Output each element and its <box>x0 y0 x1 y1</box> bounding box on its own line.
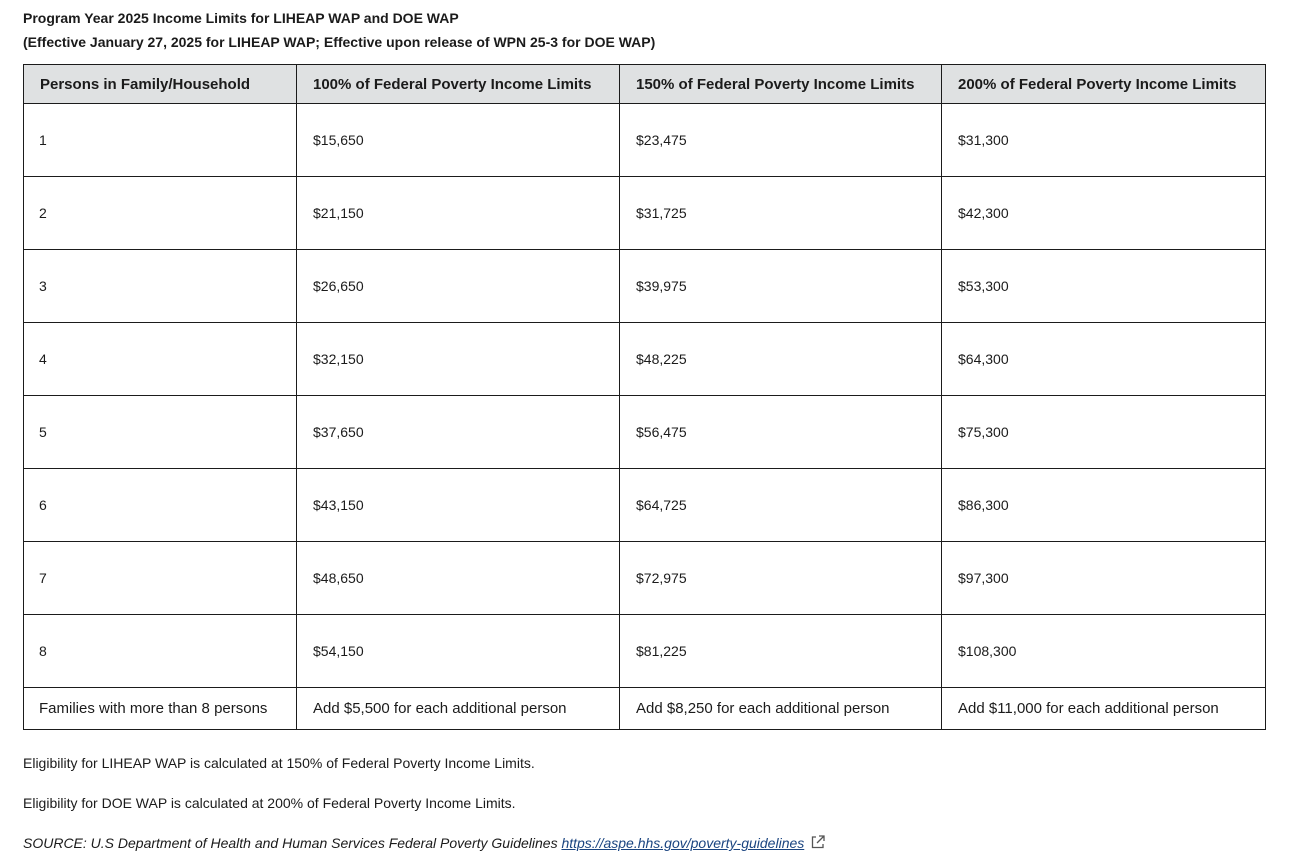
cell-persons: 1 <box>24 104 297 177</box>
cell-200: $97,300 <box>942 542 1266 615</box>
table-row <box>24 542 1266 615</box>
cell-150: $39,975 <box>620 250 942 323</box>
cell-150: $56,475 <box>620 396 942 469</box>
cell-150: $48,225 <box>620 323 942 396</box>
header-200-percent: 200% of Federal Poverty Income Limits <box>942 65 1266 104</box>
table-row <box>24 250 1266 323</box>
header-100-percent: 100% of Federal Poverty Income Limits <box>297 65 620 104</box>
cell-100: $21,150 <box>297 177 620 250</box>
cell-200: $64,300 <box>942 323 1266 396</box>
table-subtitle: (Effective January 27, 2025 for LIHEAP WAP; Effective upon release of WPN 25-3 for DOE WAP) <box>23 34 656 50</box>
cell-200: $86,300 <box>942 469 1266 542</box>
cell-200: $75,300 <box>942 396 1266 469</box>
source-note <box>23 833 1304 853</box>
table-header-row <box>24 65 1266 104</box>
cell-150: Add $8,250 for each additional person <box>620 688 942 730</box>
table-row <box>24 323 1266 396</box>
cell-150: $72,975 <box>620 542 942 615</box>
cell-100: $15,650 <box>297 104 620 177</box>
table-row <box>24 104 1266 177</box>
income-limits-table <box>23 64 1266 730</box>
doe-eligibility-note: Eligibility for DOE WAP is calculated at 200% of Federal Poverty Income Limits. <box>23 795 516 811</box>
table-title: Program Year 2025 Income Limits for LIHEAP WAP and DOE WAP <box>23 10 459 26</box>
cell-100: $48,650 <box>297 542 620 615</box>
cell-200: $108,300 <box>942 615 1266 688</box>
cell-100: $54,150 <box>297 615 620 688</box>
cell-150: $64,725 <box>620 469 942 542</box>
table-row <box>24 615 1266 688</box>
cell-200: $42,300 <box>942 177 1266 250</box>
cell-persons: 2 <box>24 177 297 250</box>
cell-200: $53,300 <box>942 250 1266 323</box>
cell-persons: 4 <box>24 323 297 396</box>
header-150-percent: 150% of Federal Poverty Income Limits <box>620 65 942 104</box>
cell-100: $32,150 <box>297 323 620 396</box>
cell-100: $37,650 <box>297 396 620 469</box>
cell-persons: Families with more than 8 persons <box>24 688 297 730</box>
header-persons: Persons in Family/Household <box>24 65 297 104</box>
cell-persons: 7 <box>24 542 297 615</box>
cell-persons: 3 <box>24 250 297 323</box>
source-text: SOURCE: U.S Department of Health and Human Services Federal Poverty Guidelines <box>23 835 562 851</box>
cell-150: $23,475 <box>620 104 942 177</box>
cell-100: Add $5,500 for each additional person <box>297 688 620 730</box>
table-row-additional-persons <box>24 688 1266 730</box>
cell-200: Add $11,000 for each additional person <box>942 688 1266 730</box>
table-row <box>24 396 1266 469</box>
cell-150: $81,225 <box>620 615 942 688</box>
cell-150: $31,725 <box>620 177 942 250</box>
liheap-eligibility-note: Eligibility for LIHEAP WAP is calculated at 150% of Federal Poverty Income Limits. <box>23 755 535 771</box>
table-row <box>24 469 1266 542</box>
cell-persons: 6 <box>24 469 297 542</box>
cell-persons: 5 <box>24 396 297 469</box>
poverty-guidelines-link[interactable]: https://aspe.hhs.gov/poverty-guidelines <box>561 835 805 851</box>
external-link-icon <box>810 834 826 850</box>
cell-persons: 8 <box>24 615 297 688</box>
table-row <box>24 177 1266 250</box>
cell-100: $26,650 <box>297 250 620 323</box>
cell-200: $31,300 <box>942 104 1266 177</box>
cell-100: $43,150 <box>297 469 620 542</box>
